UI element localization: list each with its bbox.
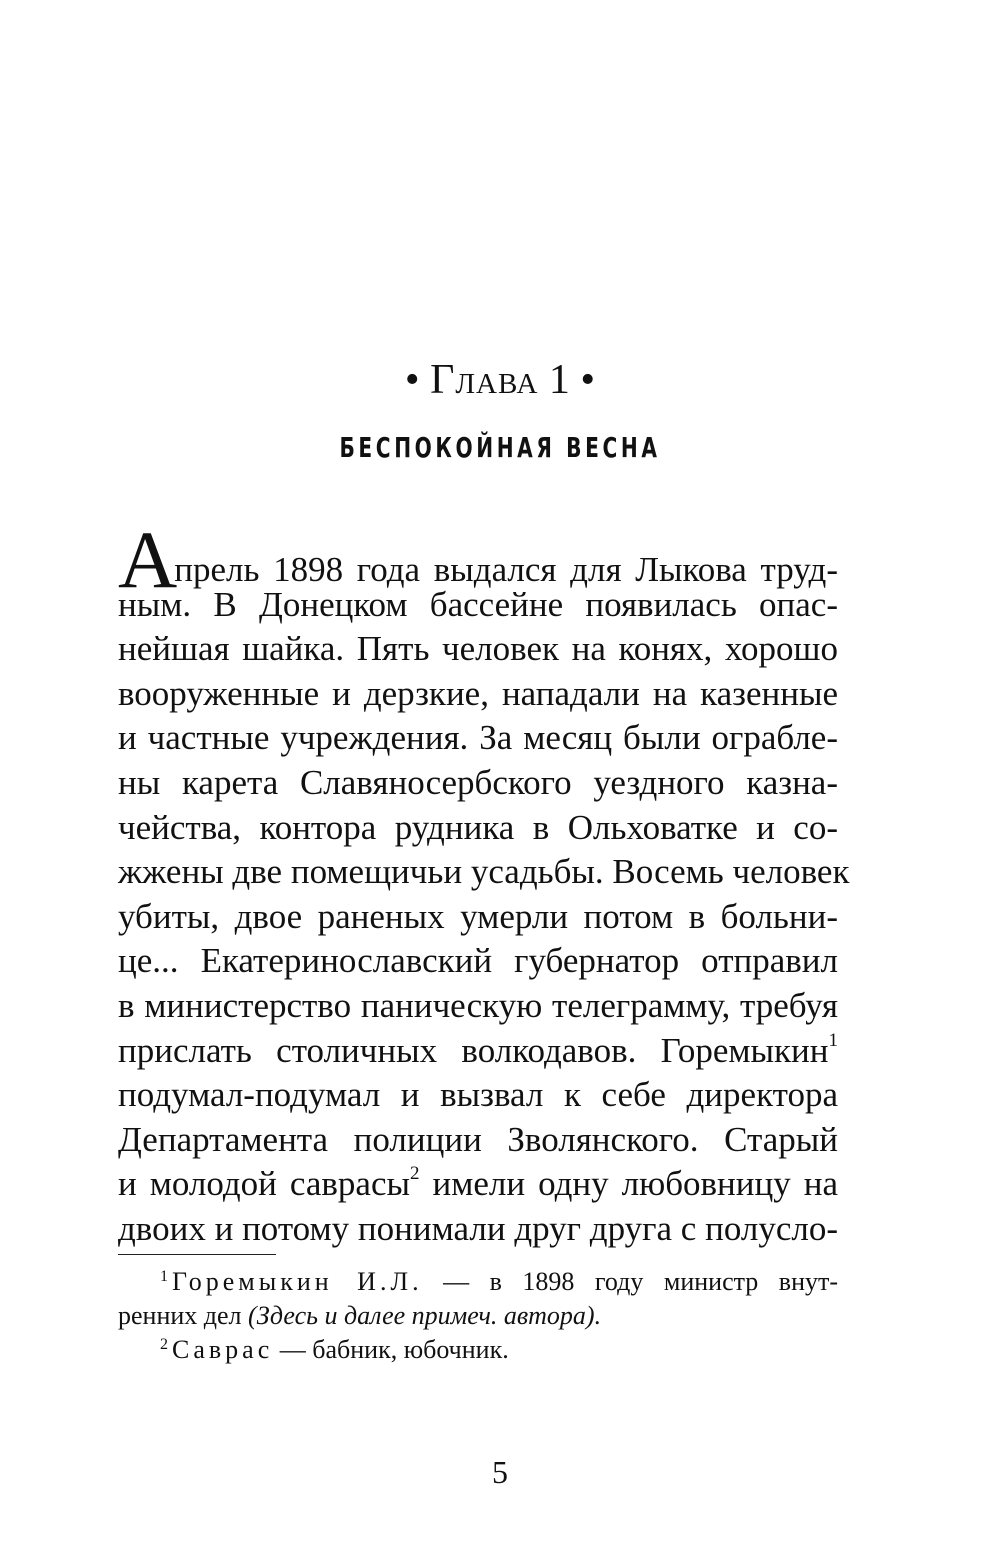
body-line: подумал-подумал и вызвал к себе директора xyxy=(118,1075,838,1115)
body-line: ны карета Славяносербского уездного казна- xyxy=(118,762,838,802)
drop-cap: А xyxy=(118,514,178,605)
page-number: 5 xyxy=(492,1454,508,1490)
footnote-1-mark: 1 xyxy=(160,1268,168,1285)
footnote-2 xyxy=(118,1333,838,1367)
footnote-1-text: — в 1898 году министр внут- xyxy=(422,1267,839,1296)
footnote-1-line-1 xyxy=(118,1265,838,1299)
body-line: чейства, контора рудника в Ольховатке и со- xyxy=(118,807,838,847)
chapter-number: 1 xyxy=(548,357,570,403)
footnote-1-italic: (Здесь и далее примеч. автора). xyxy=(248,1301,602,1330)
body-line-12 xyxy=(118,1029,838,1074)
body-line-15 xyxy=(118,1162,838,1207)
footnote-ref-1[interactable]: 1 xyxy=(828,1029,838,1051)
chapter-heading xyxy=(0,352,1000,408)
footnote-divider xyxy=(118,1254,276,1255)
footnote-2-term: Саврас xyxy=(172,1335,274,1364)
footnote-2-text: — бабник, юбочник. xyxy=(273,1335,509,1364)
body-line: вооруженные и дерзкие, нападали на казенные xyxy=(118,673,838,713)
body-line-15-after: имели одну любовницу на xyxy=(419,1164,838,1204)
footnote-1-line-2 xyxy=(118,1299,838,1333)
chapter-title: БЕСПОКОЙНАЯ ВЕСНА xyxy=(339,431,661,464)
body-line-1-rest: прель 1898 года выдался для Лыкова труд- xyxy=(174,550,838,589)
chapter-bullet-left: • xyxy=(404,357,420,403)
body-line: нейшая шайка. Пять человек на конях, хорошо xyxy=(118,629,838,669)
body-line: Департамента полиции Зволянского. Старый xyxy=(118,1119,838,1159)
body-line: ным. В Донецком бассейне появилась опас- xyxy=(118,584,838,624)
chapter-bullet-right: • xyxy=(580,357,596,403)
footnotes xyxy=(118,1265,838,1367)
chapter-label: Глава xyxy=(430,357,539,403)
footnote-1-line-2-text: ренних дел xyxy=(118,1301,249,1330)
body-line: убиты, двое раненых умерли потом в больни- xyxy=(118,896,838,936)
body-line: це... Екатеринославский губернатор отправил xyxy=(118,941,838,981)
body-line: в министерство паническую телеграмму, требуя xyxy=(118,985,838,1025)
body-line-12-text: прислать столичных волкодавов. Горемыкин xyxy=(118,1030,829,1070)
body-line: жжены две помещичьи усадьбы. Восемь человек xyxy=(118,852,850,892)
footnote-2-mark: 2 xyxy=(160,1336,168,1353)
body-line: двоих и потому понимали друг друга с полусло- xyxy=(118,1208,838,1248)
footnote-1-name: Горемыкин И.Л. xyxy=(172,1267,423,1296)
footnote-ref-2[interactable]: 2 xyxy=(410,1163,420,1185)
body-text xyxy=(118,514,850,1252)
body-line: и частные учреждения. За месяц были ограбле- xyxy=(118,718,838,758)
body-line-15-before: и молодой саврасы xyxy=(118,1164,410,1204)
